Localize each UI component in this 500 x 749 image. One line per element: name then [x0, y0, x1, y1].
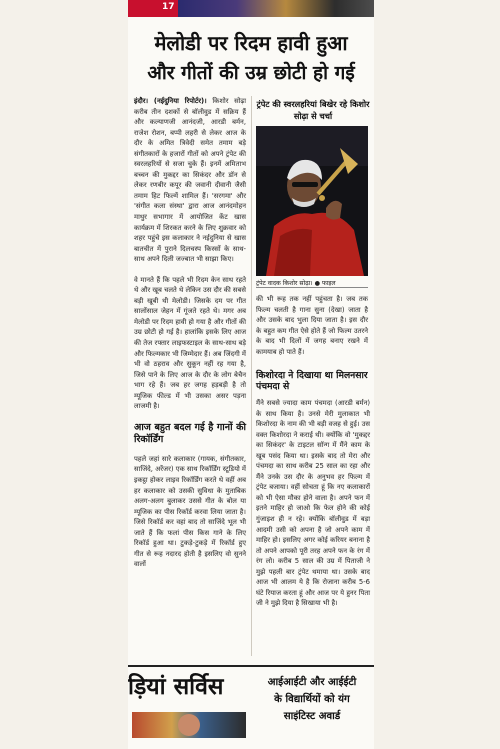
photo-illustration: [256, 126, 368, 276]
dateline: इंदौर। (नईदुनिया रिपोर्टर)।: [134, 97, 207, 105]
headline-line-1: मेलोडी पर रिदम हावी हुआ: [154, 31, 348, 55]
article-paragraph-1: [134, 96, 246, 265]
top-strip-image: [178, 0, 374, 17]
column-divider: [251, 96, 252, 656]
caption-rule: [256, 287, 368, 288]
article-column-left: [134, 96, 246, 580]
paragraph-text: किशोर सोढ़ा करीब तीन दशकों से बॉलीवुड में सक्रिय हैं और कल्याणजी आनंदजी, आरडी बर्मन, राजेश रोशन, बप्पी लहरी से लेकर आज के दौर के अमित त्रिवेदी समेत तमाम बड़े संगीतकारों के हजारों गीतों को अपने ट्रंपेट की स्वरलहरियों से सजा चुके हैं। इनमें अमिताभ बच्चन की मुकद्दर का सिकंदर और डॉन से लेकर रणबीर कपूर की जवानी दीवानी जैसी तमाम हिट फिल्में शामिल हैं। 'सरगमा' और 'संगीत कला संस्था' द्वारा आज आनंदमोहन माथुर सभागार में आयोजित केंट खास कार्यक्रम में शिरकत करने के लिए शुक्रवार को शहर पहुंचे इस कलाकार ने नईदुनिया से खास बातचीत में पुराने दिलचस्प किस्सों के साथ-साथ अपने दिली जज्बात भी साझा किए।: [134, 97, 247, 264]
headline: [128, 28, 374, 88]
headline-line-2: और गीतों की उम्र छोटी हो गई: [147, 62, 355, 84]
section-subhead: आज बहुत बदल गई है गानों की रिकॉर्डिंग: [134, 421, 246, 445]
article-paragraph-4: की भी रूह तक नहीं पहुंचता है। जब तक फिल्म चलती है गाना सुना (देखा) जाता है और उसके बाद भुला दिया जाता है। इस दौर के बहुत कम गीत ऐसे होते हैं जो फिल्म उतरने के बाद भी दिलों में जगह बनाए रखने में कामयाब हो पाते हैं।: [256, 295, 368, 356]
article-paragraph-3: पहले जहां सारे कलाकार (गायक, संगीतकार, साजिंदे, अरेंजर) एक साथ रिकॉर्डिंग स्टूडियो में इकट्ठा होकर लाइव रिकॉर्डिंग करते थे वहीं अब हर कलाकार को उसकी सुविधा के मुताबिक अलग-अलग बुलाकर उससे गीत के बोल या म्यूजिक का पीस रिकॉर्ड करवा लिया जाता है। जिसे रिकॉर्ड कर वहां बाद तो साजिंदे भूल भी जाते हैं कि फलां पीस किस गाने के लिए रिकॉर्ड हुआ था। टुकड़े-टुकड़े में रिकॉर्ड हुए गीत से रूह नदारद होती है इसलिए वो सुनने वालों: [134, 454, 246, 569]
footer-divider: [128, 665, 374, 667]
footer-photo-face: [178, 714, 200, 736]
footer-image-strip: [132, 712, 246, 738]
article-paragraph-5: मैंने सबसे ज्यादा काम पंचमदा (आरडी बर्मन) के साथ किया है। उनसे मेरी मुलाकात भी किशोरदा के नाम की भी बड़ी वजह से हुई। उस वक्त किशोरदा ने कराई थी। क्योंकि वो 'मुकद्दर का सिकंदर' के टाइटल सॉन्ग में मैंने काम के खूब पसंद किया था। इसके बाद तो मेरा और पंचमदा का साथ करीब 25 साल का रहा और मैंने उनके उस दौर के अनुभव हर फिल्म में ट्रंपेट बजाया। वहीं सोचता हूं कि नए कलाकारों को भी ऐसा मौका होने वाला है। अपने फन में इतने माहिर हो जाओ कि फेल होने की कोई गुंजाइश ही न रहे। क्योंकि बॉलीवुड में बड़ा आदमी उसी को अपना है जो अपने काम में माहिर हो। इसलिए अगर कोई करियर बनाना है तो अपने आपको पूरी तरह अपने फन के रंग में रंग लो। करीब 5 साल की उम्र में पिताजी ने मुझे पहली बार ट्रंपेट थमाया था। उसके बाद आज भी आलम ये है कि रोजाना करीब 5-6 घंटे रियाज करता हूं और आज पर ये हुनर पिता जी ने मुझे दिया है सिखाया भी है।: [256, 399, 370, 608]
top-strip: [128, 0, 374, 17]
page-number: 17: [128, 0, 178, 17]
sidebar-text: [256, 398, 370, 609]
footer-right-line-3: साइंटिस्ट अवार्ड: [283, 711, 341, 722]
sidebar-section: [256, 370, 370, 619]
footer-right-line-2: के विद्यार्थियों को यंग: [274, 694, 350, 705]
photo-heading: ट्रंपेट की स्वरलहरियां बिखेर रहे किशोर सोढ़ा से चर्चा: [256, 99, 370, 121]
footer-right-headline: [252, 674, 372, 725]
article-column-right: [256, 294, 368, 367]
article-paragraph-2: वे मानते हैं कि पहले भी रिदम केन साथ रहते थे और खूब चलते थे लेकिन उस दौर की सबसे बड़ी खूबी थी मेलोडी। जिसके दम पर गीत सालोंसाल जेहन में गूंजते रहते थे। मगर अब मेलोडी पर रिदम हावी हो गया है और गीतों की उम्र छोटी हो गई है। हालांकि इसके लिए आज की तेज रफ्तार लाइफस्टाइल के साथ-साथ बड़े और फिल्मकार भी जिम्मेदार हैं। अब जिंदगी में भी वो ठहराव और सुकून नहीं रह गया है, जिसे पाने के लिए आज के दौर के लोग बेचैन भाग रहे हैं। जब हर जगह हड़बड़ी है तो म्यूजिक फील्ड में भी उसका असर पड़ना लाजमी है।: [134, 275, 246, 411]
newspaper-page: [128, 0, 374, 749]
footer-right-line-1: आईआईटी और आईईटी: [267, 677, 357, 688]
footer-left-headline: ड़ियां सर्विस: [128, 673, 224, 700]
section-subhead-2: किशोरदा ने दिखाया था मिलनसार पंचमदा से: [256, 370, 368, 392]
trumpet-player-photo: [256, 126, 368, 276]
photo-caption: ट्रंपेट वादक किशोर सोढ़ा। ● फाइल: [256, 280, 336, 287]
